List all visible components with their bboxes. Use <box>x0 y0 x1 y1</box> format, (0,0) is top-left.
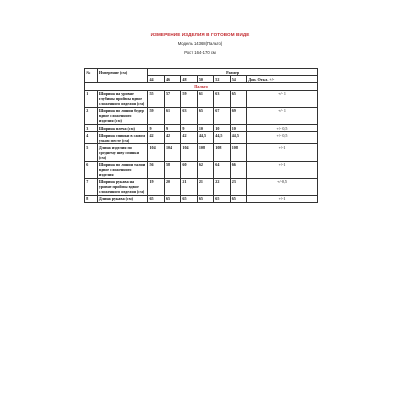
row-value: 42 <box>164 132 180 144</box>
height-label: Рост 164-170 см <box>184 50 216 55</box>
section-label: Пальто <box>85 83 318 90</box>
size-header: 46 <box>164 76 180 83</box>
row-value: 65 <box>230 195 246 202</box>
row-value: 55 <box>148 90 164 107</box>
row-value: 65 <box>148 195 164 202</box>
row-measure: Длина рукава (см) <box>97 195 148 202</box>
row-value: 65 <box>197 107 213 124</box>
row-value: 63 <box>181 107 197 124</box>
size-header: 48 <box>181 76 197 83</box>
row-value: 61 <box>197 90 213 107</box>
row-tolerance: +/- 1 <box>247 90 318 107</box>
row-value: 65 <box>214 195 230 202</box>
row-value: 42 <box>181 132 197 144</box>
row-value: 19 <box>148 178 164 195</box>
row-value: 64 <box>214 161 230 178</box>
row-tolerance: +/-0,5 <box>247 178 318 195</box>
row-value: 9 <box>148 124 164 131</box>
header-row <box>85 69 318 76</box>
row-value: 67 <box>214 107 230 124</box>
row-measure: Ширина на уровне глубины проймы вдвое сложенного изделия (см) <box>97 90 148 107</box>
row-value: 57 <box>164 90 180 107</box>
row-value: 60 <box>181 161 197 178</box>
row-value: 65 <box>164 195 180 202</box>
row-tolerance: +/-1 <box>247 144 318 161</box>
row-value: 104 <box>181 144 197 161</box>
table-row <box>85 90 318 107</box>
row-tolerance: +/- 1 <box>247 107 318 124</box>
row-num: 3 <box>85 124 98 131</box>
row-value: 22 <box>214 178 230 195</box>
row-num: 8 <box>85 195 98 202</box>
row-value: 23 <box>230 178 246 195</box>
size-header: 52 <box>214 76 230 83</box>
size-header: 54 <box>230 76 246 83</box>
row-value: 44,5 <box>197 132 213 144</box>
row-value: 21 <box>181 178 197 195</box>
size-header: 50 <box>197 76 213 83</box>
row-tolerance: +/- 0,5 <box>247 132 318 144</box>
row-num: 1 <box>85 90 98 107</box>
row-value: 9 <box>164 124 180 131</box>
row-measure: Ширина спинки в самом узком месте (см) <box>97 132 148 144</box>
row-num: 7 <box>85 178 98 195</box>
row-measure: Длина изделия по среднему шву спинки (см) <box>97 144 148 161</box>
row-num: 4 <box>85 132 98 144</box>
row-value: 62 <box>197 161 213 178</box>
table-row <box>85 195 318 202</box>
row-value: 10 <box>197 124 213 131</box>
size-table <box>84 68 318 203</box>
section-row <box>85 83 318 90</box>
size-header: 44 <box>148 76 164 83</box>
row-value: 61 <box>164 107 180 124</box>
row-value: 44,5 <box>214 132 230 144</box>
row-num: 6 <box>85 161 98 178</box>
row-tolerance: +/- 0,5 <box>247 124 318 131</box>
row-num: 5 <box>85 144 98 161</box>
row-value: 69 <box>230 107 246 124</box>
row-measure: Ширина по линии бедер вдвое сложенного изделия (см) <box>97 107 148 124</box>
document-title: ИЗМЕРЕНИЕ ИЗДЕЛИЯ В ГОТОВОМ ВИДЕ <box>150 32 250 37</box>
row-value: 63 <box>214 90 230 107</box>
row-value: 108 <box>197 144 213 161</box>
row-value: 59 <box>181 90 197 107</box>
header-size: Размер <box>148 69 318 76</box>
table-row <box>85 132 318 144</box>
row-value: 108 <box>214 144 230 161</box>
row-measure: Ширина рукава на уровне проймы вдвое сложенного изделия (см) <box>97 178 148 195</box>
model-label: Модель 14368(Пальто) <box>177 41 223 46</box>
row-value: 65 <box>181 195 197 202</box>
row-value: 58 <box>164 161 180 178</box>
row-value: 10 <box>214 124 230 131</box>
row-value: 65 <box>197 195 213 202</box>
header-measure: Измерение (см) <box>97 69 148 83</box>
table-row <box>85 124 318 131</box>
row-value: 104 <box>148 144 164 161</box>
row-value: 20 <box>164 178 180 195</box>
table-row <box>85 178 318 195</box>
row-num: 2 <box>85 107 98 124</box>
row-value: 44,5 <box>230 132 246 144</box>
table-row <box>85 161 318 178</box>
row-value: 108 <box>230 144 246 161</box>
row-value: 59 <box>148 107 164 124</box>
row-value: 104 <box>164 144 180 161</box>
tolerance-header: Доп. Откл. +/- <box>247 76 318 83</box>
table-row <box>85 107 318 124</box>
row-value: 9 <box>181 124 197 131</box>
row-measure: Ширина плеча (см) <box>97 124 148 131</box>
row-value: 21 <box>197 178 213 195</box>
row-value: 42 <box>148 132 164 144</box>
table-row <box>85 144 318 161</box>
row-value: 66 <box>230 161 246 178</box>
row-value: 56 <box>148 161 164 178</box>
row-tolerance: +/-1 <box>247 161 318 178</box>
row-tolerance: +/-1 <box>247 195 318 202</box>
row-value: 10 <box>230 124 246 131</box>
row-value: 65 <box>230 90 246 107</box>
header-num: № <box>85 69 98 83</box>
row-measure: Ширина по линии талии вдвое сложенного изделия <box>97 161 148 178</box>
